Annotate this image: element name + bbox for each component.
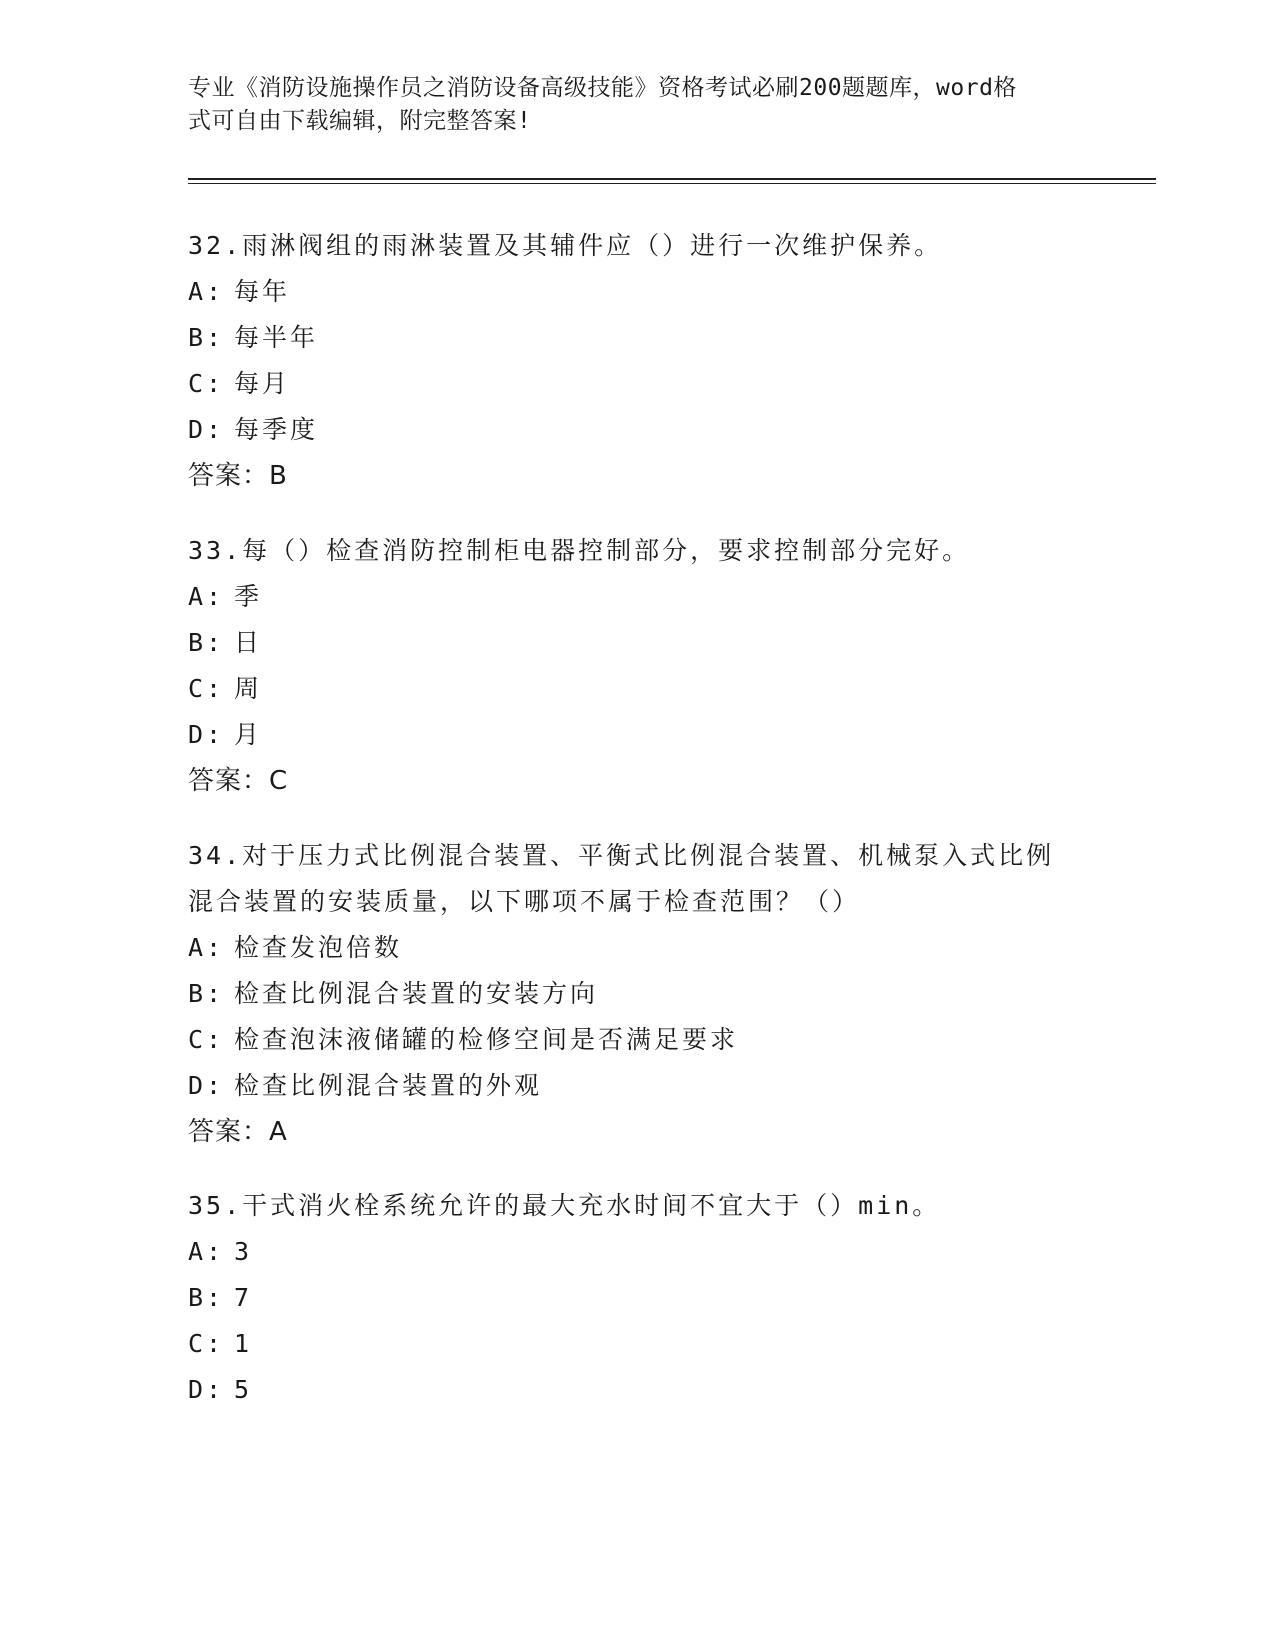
option-b — [188, 1275, 1088, 1321]
question-stem-line-2: 混合装置的安装质量，以下哪项不属于检查范围？（） — [188, 887, 861, 916]
option-letter: C: — [188, 674, 225, 703]
option-text: 每月 — [234, 369, 291, 398]
option-d — [188, 1063, 1088, 1109]
option-text: 季 — [234, 582, 263, 611]
option-text: 每年 — [234, 277, 291, 306]
question-35 — [188, 1183, 1088, 1413]
option-letter: C: — [188, 369, 225, 398]
option-text: 检查发泡倍数 — [234, 933, 403, 962]
option-text: 日 — [234, 628, 263, 657]
option-c — [188, 361, 1088, 407]
document-header — [188, 72, 1068, 138]
option-text: 1 — [234, 1329, 253, 1358]
option-text: 3 — [234, 1237, 253, 1266]
option-text: 检查比例混合装置的安装方向 — [234, 979, 599, 1008]
option-letter: D: — [188, 1375, 225, 1404]
option-text: 5 — [234, 1375, 253, 1404]
answer-line: 答案：B — [188, 461, 288, 491]
option-text: 检查泡沫液储罐的检修空间是否满足要求 — [234, 1025, 739, 1054]
option-text: 7 — [234, 1283, 253, 1312]
option-letter: C: — [188, 1329, 225, 1358]
option-letter: B: — [188, 1283, 225, 1312]
option-text: 每半年 — [234, 323, 319, 352]
question-stem: 33.每（）检查消防控制柜电器控制部分，要求控制部分完好。 — [188, 536, 971, 565]
option-letter: D: — [188, 415, 225, 444]
option-b — [188, 315, 1088, 361]
option-letter: D: — [188, 720, 225, 749]
option-a — [188, 1229, 1088, 1275]
option-letter: A: — [188, 277, 225, 306]
option-c — [188, 1017, 1088, 1063]
option-letter: B: — [188, 979, 225, 1008]
header-divider-thick — [188, 178, 1156, 180]
option-letter: D: — [188, 1071, 225, 1100]
option-b — [188, 620, 1088, 666]
option-d — [188, 407, 1088, 453]
option-a — [188, 269, 1088, 315]
option-letter: B: — [188, 628, 225, 657]
question-33 — [188, 528, 1088, 804]
option-letter: A: — [188, 1237, 225, 1266]
header-divider-thin — [188, 183, 1156, 184]
option-text: 每季度 — [234, 415, 319, 444]
option-letter: C: — [188, 1025, 225, 1054]
answer-line: 答案：C — [188, 766, 289, 796]
option-c — [188, 1321, 1088, 1367]
option-letter: B: — [188, 323, 225, 352]
question-stem: 35.干式消火栓系统允许的最大充水时间不宜大于（）min。 — [188, 1191, 941, 1220]
option-a — [188, 925, 1088, 971]
option-text: 检查比例混合装置的外观 — [234, 1071, 543, 1100]
option-letter: A: — [188, 582, 225, 611]
question-32 — [188, 223, 1088, 499]
option-text: 周 — [234, 674, 263, 703]
option-d — [188, 712, 1088, 758]
option-text: 月 — [234, 720, 263, 749]
option-b — [188, 971, 1088, 1017]
question-stem: 32.雨淋阀组的雨淋装置及其辅件应（）进行一次维护保养。 — [188, 231, 943, 260]
option-c — [188, 666, 1088, 712]
answer-line: 答案：A — [188, 1117, 288, 1147]
option-letter: A: — [188, 933, 225, 962]
option-a — [188, 574, 1088, 620]
header-line-2: 式可自由下载编辑，附完整答案! — [188, 108, 532, 134]
question-34 — [188, 833, 1088, 1155]
option-d — [188, 1367, 1088, 1413]
question-stem-line-1: 34.对于压力式比例混合装置、平衡式比例混合装置、机械泵入式比例 — [188, 841, 1055, 870]
header-line-1: 专业《消防设施操作员之消防设备高级技能》资格考试必刷200题题库，word格 — [188, 75, 1017, 101]
